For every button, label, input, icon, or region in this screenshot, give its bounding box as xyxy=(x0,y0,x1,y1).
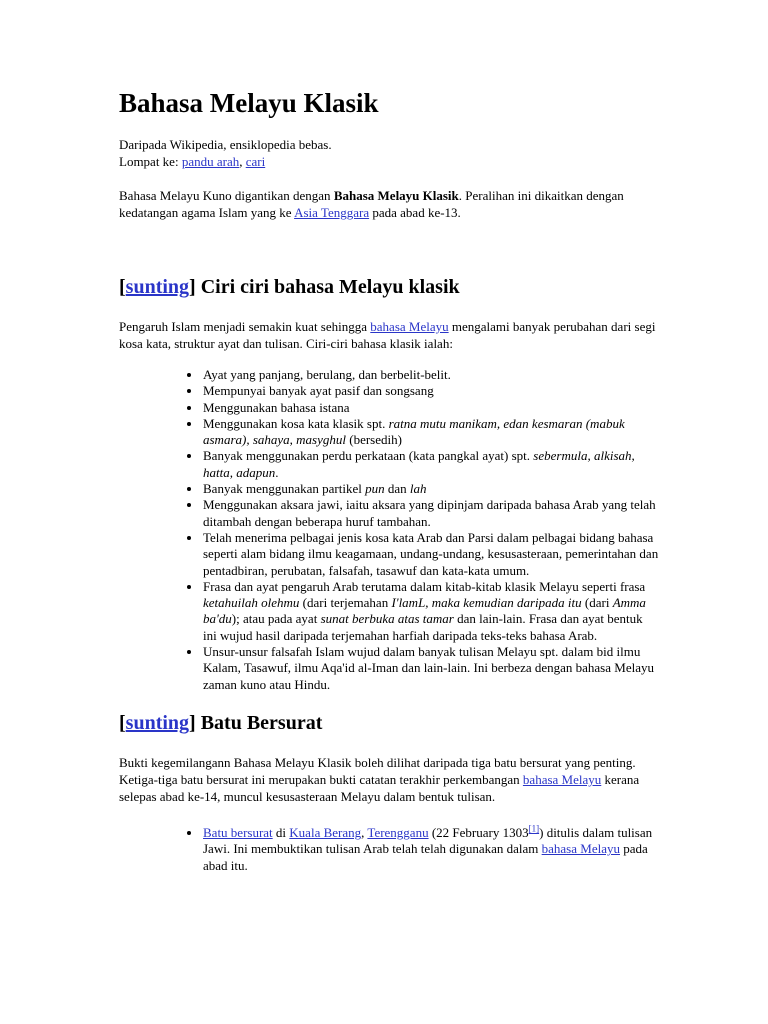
section-heading-text: Batu Bersurat xyxy=(195,711,323,734)
intro-text: . Peralihan ini dikaitkan dengan kedatangan agama Islam yang ke xyxy=(119,188,624,220)
section2-paragraph xyxy=(119,754,659,805)
bracket: [ xyxy=(119,276,126,298)
section-heading-ciri xyxy=(119,274,659,300)
item-text: . xyxy=(275,464,279,480)
item-text: Menggunakan kosa kata klasik spt. xyxy=(203,415,389,431)
list-item xyxy=(203,416,659,449)
item-text: Banyak menggunakan perdu perkataan (kata pangkal ayat) spt. xyxy=(203,448,534,464)
list-item xyxy=(203,579,659,644)
bracket: [ xyxy=(119,711,126,734)
article-meta xyxy=(119,136,659,170)
item-text: ); atau pada ayat xyxy=(231,611,321,627)
reference-link[interactable]: [1] xyxy=(528,823,540,834)
terengganu-link[interactable]: Terengganu xyxy=(367,824,429,840)
navigation-link[interactable]: pandu arah xyxy=(181,154,240,169)
item-italic: ketahuilah olehmu xyxy=(203,595,300,611)
paragraph-text: kerana selepas abad ke-14, muncul kesusasteraan Melayu dalam bentuk tulisan. xyxy=(119,771,640,804)
item-italic: sunat berbuka atas tamar xyxy=(320,611,454,627)
item-text: , xyxy=(361,824,368,840)
list-item xyxy=(203,825,659,874)
list-item: Ayat yang panjang, berulang, dan berbelit-belit. xyxy=(203,367,659,383)
source-note: Daripada Wikipedia, ensiklopedia bebas. xyxy=(119,137,332,152)
section-heading-text: Ciri ciri bahasa Melayu klasik xyxy=(195,276,460,298)
item-text: di xyxy=(272,824,290,840)
article-content xyxy=(119,86,659,874)
list-item: Unsur-unsur falsafah Islam wujud dalam banyak tulisan Melayu spt. dalam bid ilmu Kalam, Tasawuf, ilmu Aqa'id al-Iman dan lain-lain. Ini berbeza dengan bahasa Melayu zaman kuno atau Hindu. xyxy=(203,644,659,693)
list-item xyxy=(203,481,659,497)
item-text: ) ditulis dalam tulisan Jawi. Ini membuktikan tulisan Arab telah telah digunakan dalam xyxy=(203,824,653,857)
batu-bersurat-link[interactable]: Batu bersurat xyxy=(203,824,273,840)
intro-text: pada abad ke-13. xyxy=(369,205,461,220)
paragraph-text: Pengaruh Islam menjadi semakin kuat sehingga xyxy=(119,319,371,334)
batu-bersurat-list xyxy=(119,825,659,874)
list-item xyxy=(203,448,659,481)
item-text: (bersedih) xyxy=(346,432,402,448)
intro-paragraph xyxy=(119,187,659,221)
list-item: Menggunakan aksara jawi, iaitu aksara yang dipinjam daripada bahasa Arab yang telah ditambah dengan beberapa huruf tambahan. xyxy=(203,497,659,530)
search-link[interactable]: cari xyxy=(245,154,266,169)
characteristics-list xyxy=(119,367,659,693)
paragraph-text: Bukti kegemilangann Bahasa Melayu Klasik boleh dilihat daripada tiga batu bersurat yang penting. Ketiga-tiga batu bersurat ini merupakan bukti catatan terakhir perkembangan xyxy=(119,754,636,787)
item-italic: Amma ba'du xyxy=(203,595,646,627)
asia-tenggara-link[interactable]: Asia Tenggara xyxy=(294,205,370,220)
item-italic: sebermula, alkisah, hatta, adapun xyxy=(203,448,635,480)
item-italic: ratna mutu manikam, edan kesmaran (mabuk asmara), sahaya, masyghul xyxy=(203,415,625,448)
bracket: ] xyxy=(189,711,196,734)
bracket: ] xyxy=(189,276,196,298)
item-text: (dari terjemahan xyxy=(299,595,392,611)
item-italic: I'lamL, maka kemudian daripada itu xyxy=(391,595,582,611)
bahasa-melayu-link[interactable]: bahasa Melayu xyxy=(370,319,449,334)
page-title: Bahasa Melayu Klasik xyxy=(119,88,379,118)
edit-section-link[interactable]: sunting xyxy=(125,276,190,298)
bahasa-melayu-link[interactable]: bahasa Melayu xyxy=(541,841,620,857)
edit-section-link[interactable]: sunting xyxy=(125,711,190,734)
intro-text: Bahasa Melayu Kuno digantikan dengan xyxy=(119,188,334,203)
item-text: pada abad itu. xyxy=(203,841,648,873)
item-italic: pun xyxy=(365,481,385,497)
kuala-berang-link[interactable]: Kuala Berang xyxy=(289,824,362,840)
item-text: dan xyxy=(384,481,410,497)
item-text: dan lain-lain. Frasa dan ayat bentuk ini wujud hasil daripada terjemahan harfiah daripada teks-teks bahasa Arab. xyxy=(203,611,643,643)
item-text: (dari xyxy=(581,595,613,611)
intro-bold-term: Bahasa Melayu Klasik xyxy=(333,188,459,203)
section-heading-batu-bersurat xyxy=(119,710,659,736)
item-italic: lah xyxy=(409,481,427,497)
bahasa-melayu-link[interactable]: bahasa Melayu xyxy=(522,771,602,787)
jump-to-label: Lompat ke: xyxy=(119,154,182,169)
list-item: Telah menerima pelbagai jenis kosa kata Arab dan Parsi dalam pelbagai bidang bahasa seperti alam bidang ilmu keagamaan, undang-undang, kesusasteraan, pemerintahan dan pentadbiran, perubatan, falsafah, tasawuf dan kata-kata umum. xyxy=(203,529,659,578)
paragraph-text: mengalami banyak perubahan dari segi kosa kata, struktur ayat dan tulisan. Ciri-ciri bahasa klasik ialah: xyxy=(119,319,656,351)
section1-paragraph xyxy=(119,318,659,352)
item-text: (22 February 1303 xyxy=(428,824,529,840)
list-item: Menggunakan bahasa istana xyxy=(203,400,659,416)
list-item: Mempunyai banyak ayat pasif dan songsang xyxy=(203,383,659,399)
item-text: Banyak menggunakan partikel xyxy=(203,481,366,497)
item-text: Frasa dan ayat pengaruh Arab terutama dalam kitab-kitab klasik Melayu seperti frasa xyxy=(203,578,646,594)
link-separator: , xyxy=(239,154,246,169)
